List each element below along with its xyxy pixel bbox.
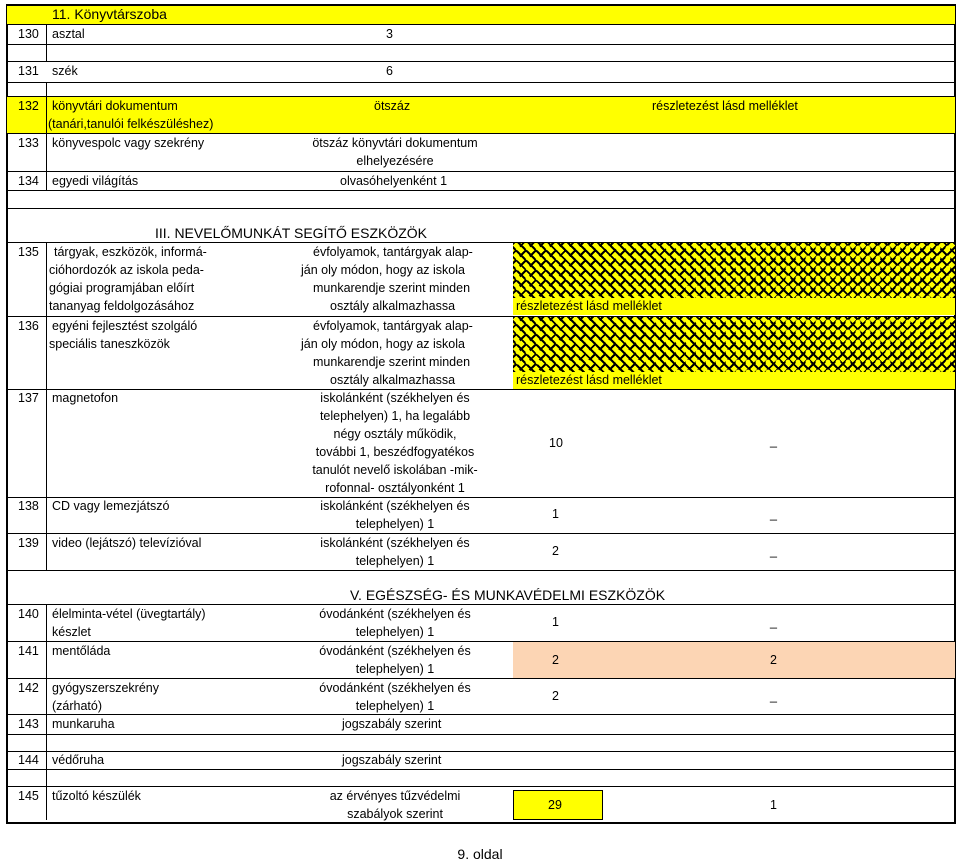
row-141-peach-bg <box>513 642 955 678</box>
row-143-name: munkaruha <box>52 717 115 731</box>
row-132-qty: ötszáz <box>374 99 411 113</box>
row-137-qty-1: iskolánként (székhelyen és <box>320 391 470 405</box>
row-137-name: magnetofon <box>52 391 119 405</box>
row-139-have: 2 <box>552 544 559 558</box>
row-132-note: részletezést lásd melléklet <box>652 99 798 113</box>
row-131-qty: 6 <box>386 64 393 78</box>
row-130-name: asztal <box>52 27 85 41</box>
page-number: 9. oldal <box>457 846 503 862</box>
row-134-qty: olvasóhelyenként 1 <box>340 174 448 188</box>
section-3-title: III. NEVELŐMUNKÁT SEGÍTŐ ESZKÖZÖK <box>155 225 428 241</box>
row-144-name: védőruha <box>52 753 105 767</box>
row-143-qty: jogszabály szerint <box>342 717 442 731</box>
row-140-have: 1 <box>552 615 559 629</box>
row-141-num: 141 <box>18 644 39 658</box>
section-title: 11. Könyvtárszoba <box>52 6 167 22</box>
row-137-qty-2: telephelyen) 1, ha legalább <box>319 409 471 423</box>
row-142-have: 2 <box>552 689 559 703</box>
row-142-need: _ <box>770 689 777 703</box>
row-135-name-2: cióhordozók az iskola peda- <box>49 263 204 277</box>
row-142-num: 142 <box>18 681 39 695</box>
row-137-qty-4: további 1, beszédfogyatékos <box>315 445 475 459</box>
row-137-need: _ <box>770 434 777 448</box>
row-141-qty-1: óvodánként (székhelyen és <box>319 644 471 658</box>
row-141-have: 2 <box>552 653 559 667</box>
row-130-num: 130 <box>18 27 39 41</box>
row-140-num: 140 <box>18 607 39 621</box>
row-135-name-1: tárgyak, eszközök, informá- <box>54 245 207 259</box>
row-145-num: 145 <box>18 789 39 803</box>
row-135-note: részletezést lásd melléklet <box>516 299 662 313</box>
row-139-qty-2: telephelyen) 1 <box>355 554 435 568</box>
row-138-have: 1 <box>552 507 559 521</box>
row-135-num: 135 <box>18 245 39 259</box>
row-133-qty-2: elhelyezésére <box>356 154 434 168</box>
row-133-num: 133 <box>18 136 39 150</box>
row-139-num: 139 <box>18 536 39 550</box>
row-135-qty-3: munkarendje szerint minden <box>313 281 471 295</box>
row-137-qty-3: négy osztály működik, <box>333 427 457 441</box>
row-136-pattern <box>513 317 955 372</box>
row-140-qty-2: telephelyen) 1 <box>355 625 435 639</box>
row-137-qty-6: rofonnal- osztályonként 1 <box>325 481 465 495</box>
row-139-need: _ <box>770 544 777 558</box>
row-135-name-3: gógiai programjában előírt <box>49 281 195 295</box>
row-132-name-1: könyvtári dokumentum <box>52 99 178 113</box>
row-144-qty: jogszabály szerint <box>342 753 442 767</box>
row-143-num: 143 <box>18 717 39 731</box>
row-138-num: 138 <box>18 499 39 513</box>
row-132-num: 132 <box>18 99 39 113</box>
row-135-pattern <box>513 243 955 298</box>
row-135-qty-4: osztály alkalmazhassa <box>330 299 456 313</box>
row-135-qty-2: ján oly módon, hogy az iskola <box>301 263 465 277</box>
row-140-name-2: készlet <box>52 625 91 639</box>
row-136-num: 136 <box>18 319 39 333</box>
row-133-name: könyvespolc vagy szekrény <box>52 136 205 150</box>
row-140-need: _ <box>770 615 777 629</box>
section-5-title: V. EGÉSZSÉG- ÉS MUNKAVÉDELMI ESZKÖZÖK <box>350 587 666 603</box>
row-137-num: 137 <box>18 391 39 405</box>
row-131-num: 131 <box>18 64 39 78</box>
row-132-name-2: (tanári,tanulói felkészüléshez) <box>48 117 214 131</box>
row-136-qty-1: évfolyamok, tantárgyak alap- <box>313 319 473 333</box>
row-139-qty-1: iskolánként (székhelyen és <box>320 536 470 550</box>
row-142-name-1: gyógyszerszekrény <box>52 681 159 695</box>
row-138-need: _ <box>770 507 777 521</box>
row-142-name-2: (zárható) <box>52 699 103 713</box>
row-141-name: mentőláda <box>52 644 111 658</box>
row-136-qty-3: munkarendje szerint minden <box>313 355 471 369</box>
row-145-qty-2: szabályok szerint <box>347 807 443 821</box>
row-138-qty-1: iskolánként (székhelyen és <box>320 499 470 513</box>
row-141-qty-2: telephelyen) 1 <box>355 662 435 676</box>
row-137-have: 10 <box>549 436 563 450</box>
row-135-name-4: tananyag feldolgozásához <box>49 299 195 313</box>
row-142-qty-1: óvodánként (székhelyen és <box>319 681 471 695</box>
row-133-qty-1: ötszáz könyvtári dokumentum <box>312 136 478 150</box>
row-140-qty-1: óvodánként (székhelyen és <box>319 607 471 621</box>
row-134-name: egyedi világítás <box>52 174 139 188</box>
row-145-qty-1: az érvényes tűzvédelmi <box>329 789 461 803</box>
row-145-have: 29 <box>548 798 562 812</box>
row-138-name: CD vagy lemezjátszó <box>52 499 170 513</box>
row-135-qty-1: évfolyamok, tantárgyak alap- <box>313 245 473 259</box>
row-139-name: video (lejátszó) televízióval <box>52 536 202 550</box>
row-136-name-2: speciális taneszközök <box>49 337 170 351</box>
row-130-qty: 3 <box>386 27 393 41</box>
row-144-num: 144 <box>18 753 39 767</box>
row-138-qty-2: telephelyen) 1 <box>355 517 435 531</box>
row-131-name: szék <box>52 64 78 78</box>
row-134-num: 134 <box>18 174 39 188</box>
row-145-need: 1 <box>770 798 777 812</box>
row-137-qty-5: tanulót nevelő iskolában -mik- <box>312 463 478 477</box>
row-142-qty-2: telephelyen) 1 <box>355 699 435 713</box>
row-136-name-1: egyéni fejlesztést szolgáló <box>52 319 198 333</box>
row-140-name-1: élelminta-vétel (üvegtartály) <box>52 607 206 621</box>
row-141-need: 2 <box>770 653 777 667</box>
row-136-qty-4: osztály alkalmazhassa <box>330 373 456 387</box>
row-145-name: tűzoltó készülék <box>52 789 141 803</box>
row-136-note: részletezést lásd melléklet <box>516 373 662 387</box>
row-136-qty-2: ján oly módon, hogy az iskola <box>301 337 465 351</box>
